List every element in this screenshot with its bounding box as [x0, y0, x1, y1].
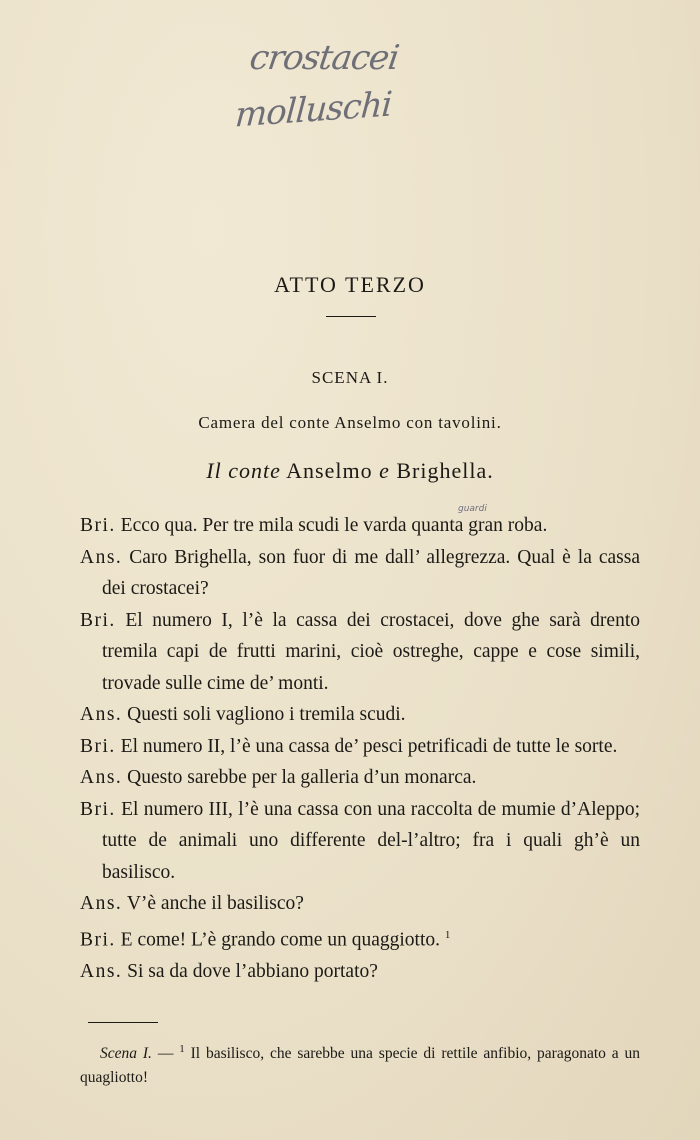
- characters-brighella: Brighella.: [396, 458, 494, 483]
- speech: V’è anche il basilisco?: [126, 893, 304, 914]
- act-title: ATTO TERZO: [274, 272, 426, 297]
- act-title-rule: [326, 316, 376, 317]
- speech: Caro Brighella, son fuor di me dall’ allegrezza. Qual è la cassa dei crostacei?: [102, 546, 641, 599]
- speaker: Bri.: [80, 798, 116, 820]
- dialogue-line: [80, 888, 640, 920]
- footnote-scene: Scena I.: [100, 1045, 152, 1063]
- speech: Questi soli vagliono i tremila scudi.: [127, 704, 406, 725]
- dialogue-line: [80, 731, 640, 763]
- handwritten-note-crostacei: crostacei: [247, 38, 401, 78]
- speech: Si sa da dove l’abbiano portato?: [127, 960, 378, 982]
- footnote-reference: 1: [444, 928, 451, 941]
- scene-setting: Camera del conte Anselmo con tavolini.: [198, 413, 502, 432]
- dialogue-line: [80, 920, 640, 956]
- speaker: Ans.: [80, 960, 123, 982]
- speaker: Bri.: [80, 515, 116, 536]
- speech: E come! L’è grando come un quaggiotto.: [120, 929, 440, 950]
- dialogue-line: [80, 956, 640, 988]
- speaker: Bri.: [80, 609, 116, 631]
- dialogue-line: [80, 542, 640, 605]
- speaker: Bri.: [80, 929, 116, 950]
- footnote-mark: 1: [179, 1043, 185, 1055]
- dialogue-line: [80, 699, 640, 731]
- speech: Questo sarebbe per la galleria d’un monarca.: [127, 767, 477, 788]
- speaker: Ans.: [80, 546, 123, 568]
- speech: Ecco qua. Per tre mila scudi le varda quanta gran roba.: [120, 515, 548, 536]
- speech: El numero II, l’è una cassa de’ pesci petrificadi de tutte le sorte.: [120, 735, 618, 757]
- characters-e: e: [379, 458, 390, 483]
- footnote-rule: [88, 1022, 158, 1023]
- handwritten-gloss-guardi: guardi: [458, 504, 487, 514]
- characters-il-conte: Il conte: [206, 458, 281, 483]
- speech: El numero I, l’è la cassa dei crostacei, dove ghe sarà drento tremila capi de frutti marini, cioè ostreghe, cappe e cose simili, trovade sulle cime de’ monti.: [102, 609, 640, 694]
- speaker: Ans.: [80, 767, 123, 788]
- handwritten-note-molluschi: molluschi: [233, 84, 393, 136]
- dialogue-line: [80, 510, 640, 542]
- speaker: Ans.: [80, 893, 123, 914]
- footnote: [80, 1037, 640, 1090]
- speaker: Bri.: [80, 735, 116, 757]
- characters-anselmo: Anselmo: [286, 458, 373, 483]
- characters-line: [0, 458, 700, 484]
- dialogue-line: [80, 794, 640, 889]
- dialogue-line: [80, 762, 640, 794]
- speech: El numero III, l’è una cassa con una raccolta de mumie d’Aleppo; tutte de animali uno differente del-l’altro; fra i quali gh’è un basilisco.: [102, 798, 640, 883]
- speaker: Ans.: [80, 704, 123, 725]
- scene-title: SCENA I.: [311, 368, 389, 387]
- dialogue-line: [80, 605, 640, 700]
- footnote-dash: —: [157, 1045, 174, 1063]
- footnote-text: Il basilisco, che sarebbe una specie di rettile anfibio, paragonato a un quagliotto!: [80, 1045, 641, 1087]
- dialogue-block: [80, 510, 640, 987]
